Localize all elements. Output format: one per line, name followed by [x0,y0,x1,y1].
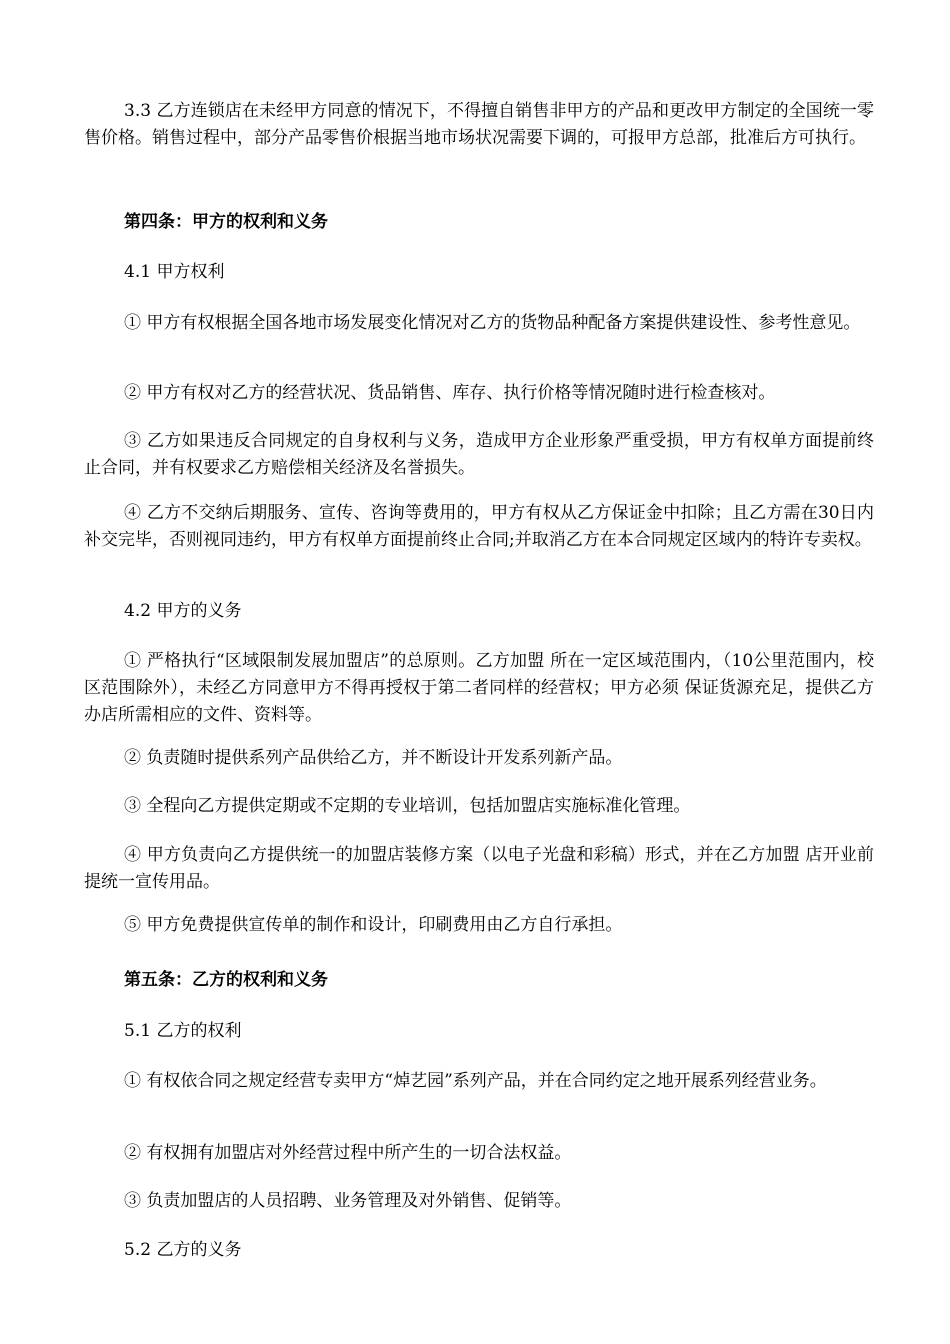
clause-4-2-item-5: ⑤ 甲方免费提供宣传单的制作和设计，印刷费用由乙方自行承担。 [124,915,623,935]
clause-5-1-item-1: ① 有权依合同之规定经营专卖甲方“焯艺园”系列产品，并在合同约定之地开展系列经营业务。 [124,1071,827,1091]
clause-4-2-item-4: ④ 甲方负责向乙方提供统一的加盟店装修方案（以电子光盘和彩稿）形式，并在乙方加盟 店开业前提统一宣传用品。 [84,845,874,892]
clause-4-1-item-1: ① 甲方有权根据全国各地市场发展变化情况对乙方的货物品种配备方案提供建设性、参考性意见。 [124,313,861,333]
clause-4-1-item-3: ③ 乙方如果违反合同规定的自身权利与义务，造成甲方企业形象严重受损，甲方有权单方面提前终止合同，并有权要求乙方赔偿相关经济及名誉损失。 [84,431,874,478]
section-4-2-heading: 4.2 甲方的义务 [124,601,242,621]
section-4-1-heading: 4.1 甲方权利 [124,262,225,282]
clause-5-1-item-3: ③ 负责加盟店的人员招聘、业务管理及对外销售、促销等。 [124,1191,572,1211]
clause-4-1-item-2: ② 甲方有权对乙方的经营状况、货品销售、库存、执行价格等情况随时进行检查核对。 [124,383,776,403]
clause-4-2-item-3: ③ 全程向乙方提供定期或不定期的专业培训，包括加盟店实施标准化管理。 [124,796,691,816]
section-5-2-heading: 5.2 乙方的义务 [124,1240,242,1260]
clause-4-2-item-1: ① 严格执行“区域限制发展加盟店”的总原则。乙方加盟 所在一定区域范围内，（10公里范围内，校区范围除外），未经乙方同意甲方不得再授权于第二者同样的经营权；甲方必须 保证货源充足，提供乙方办店所需相应的文件、资料等。 [84,651,874,725]
clause-5-1-item-2: ② 有权拥有加盟店对外经营过程中所产生的一切合法权益。 [124,1143,572,1163]
article-4-heading: 第四条：甲方的权利和义务 [124,212,328,232]
clause-3-3: 3.3 乙方连锁店在未经甲方同意的情况下，不得擅自销售非甲方的产品和更改甲方制定的全国统一零售价格。销售过程中，部分产品零售价根据当地市场状况需要下调的，可报甲方总部，批准后方可执行。 [84,101,874,148]
clause-4-1-item-4: ④ 乙方不交纳后期服务、宣传、咨询等费用的，甲方有权从乙方保证金中扣除；且乙方需在30日内补交完毕，否则视同违约，甲方有权单方面提前终止合同;并取消乙方在本合同规定区域内的特许专卖权。 [84,503,874,550]
clause-4-2-item-2: ② 负责随时提供系列产品供给乙方，并不断设计开发系列新产品。 [124,748,623,768]
article-5-heading: 第五条：乙方的权利和义务 [124,970,328,990]
section-5-1-heading: 5.1 乙方的权利 [124,1021,242,1041]
